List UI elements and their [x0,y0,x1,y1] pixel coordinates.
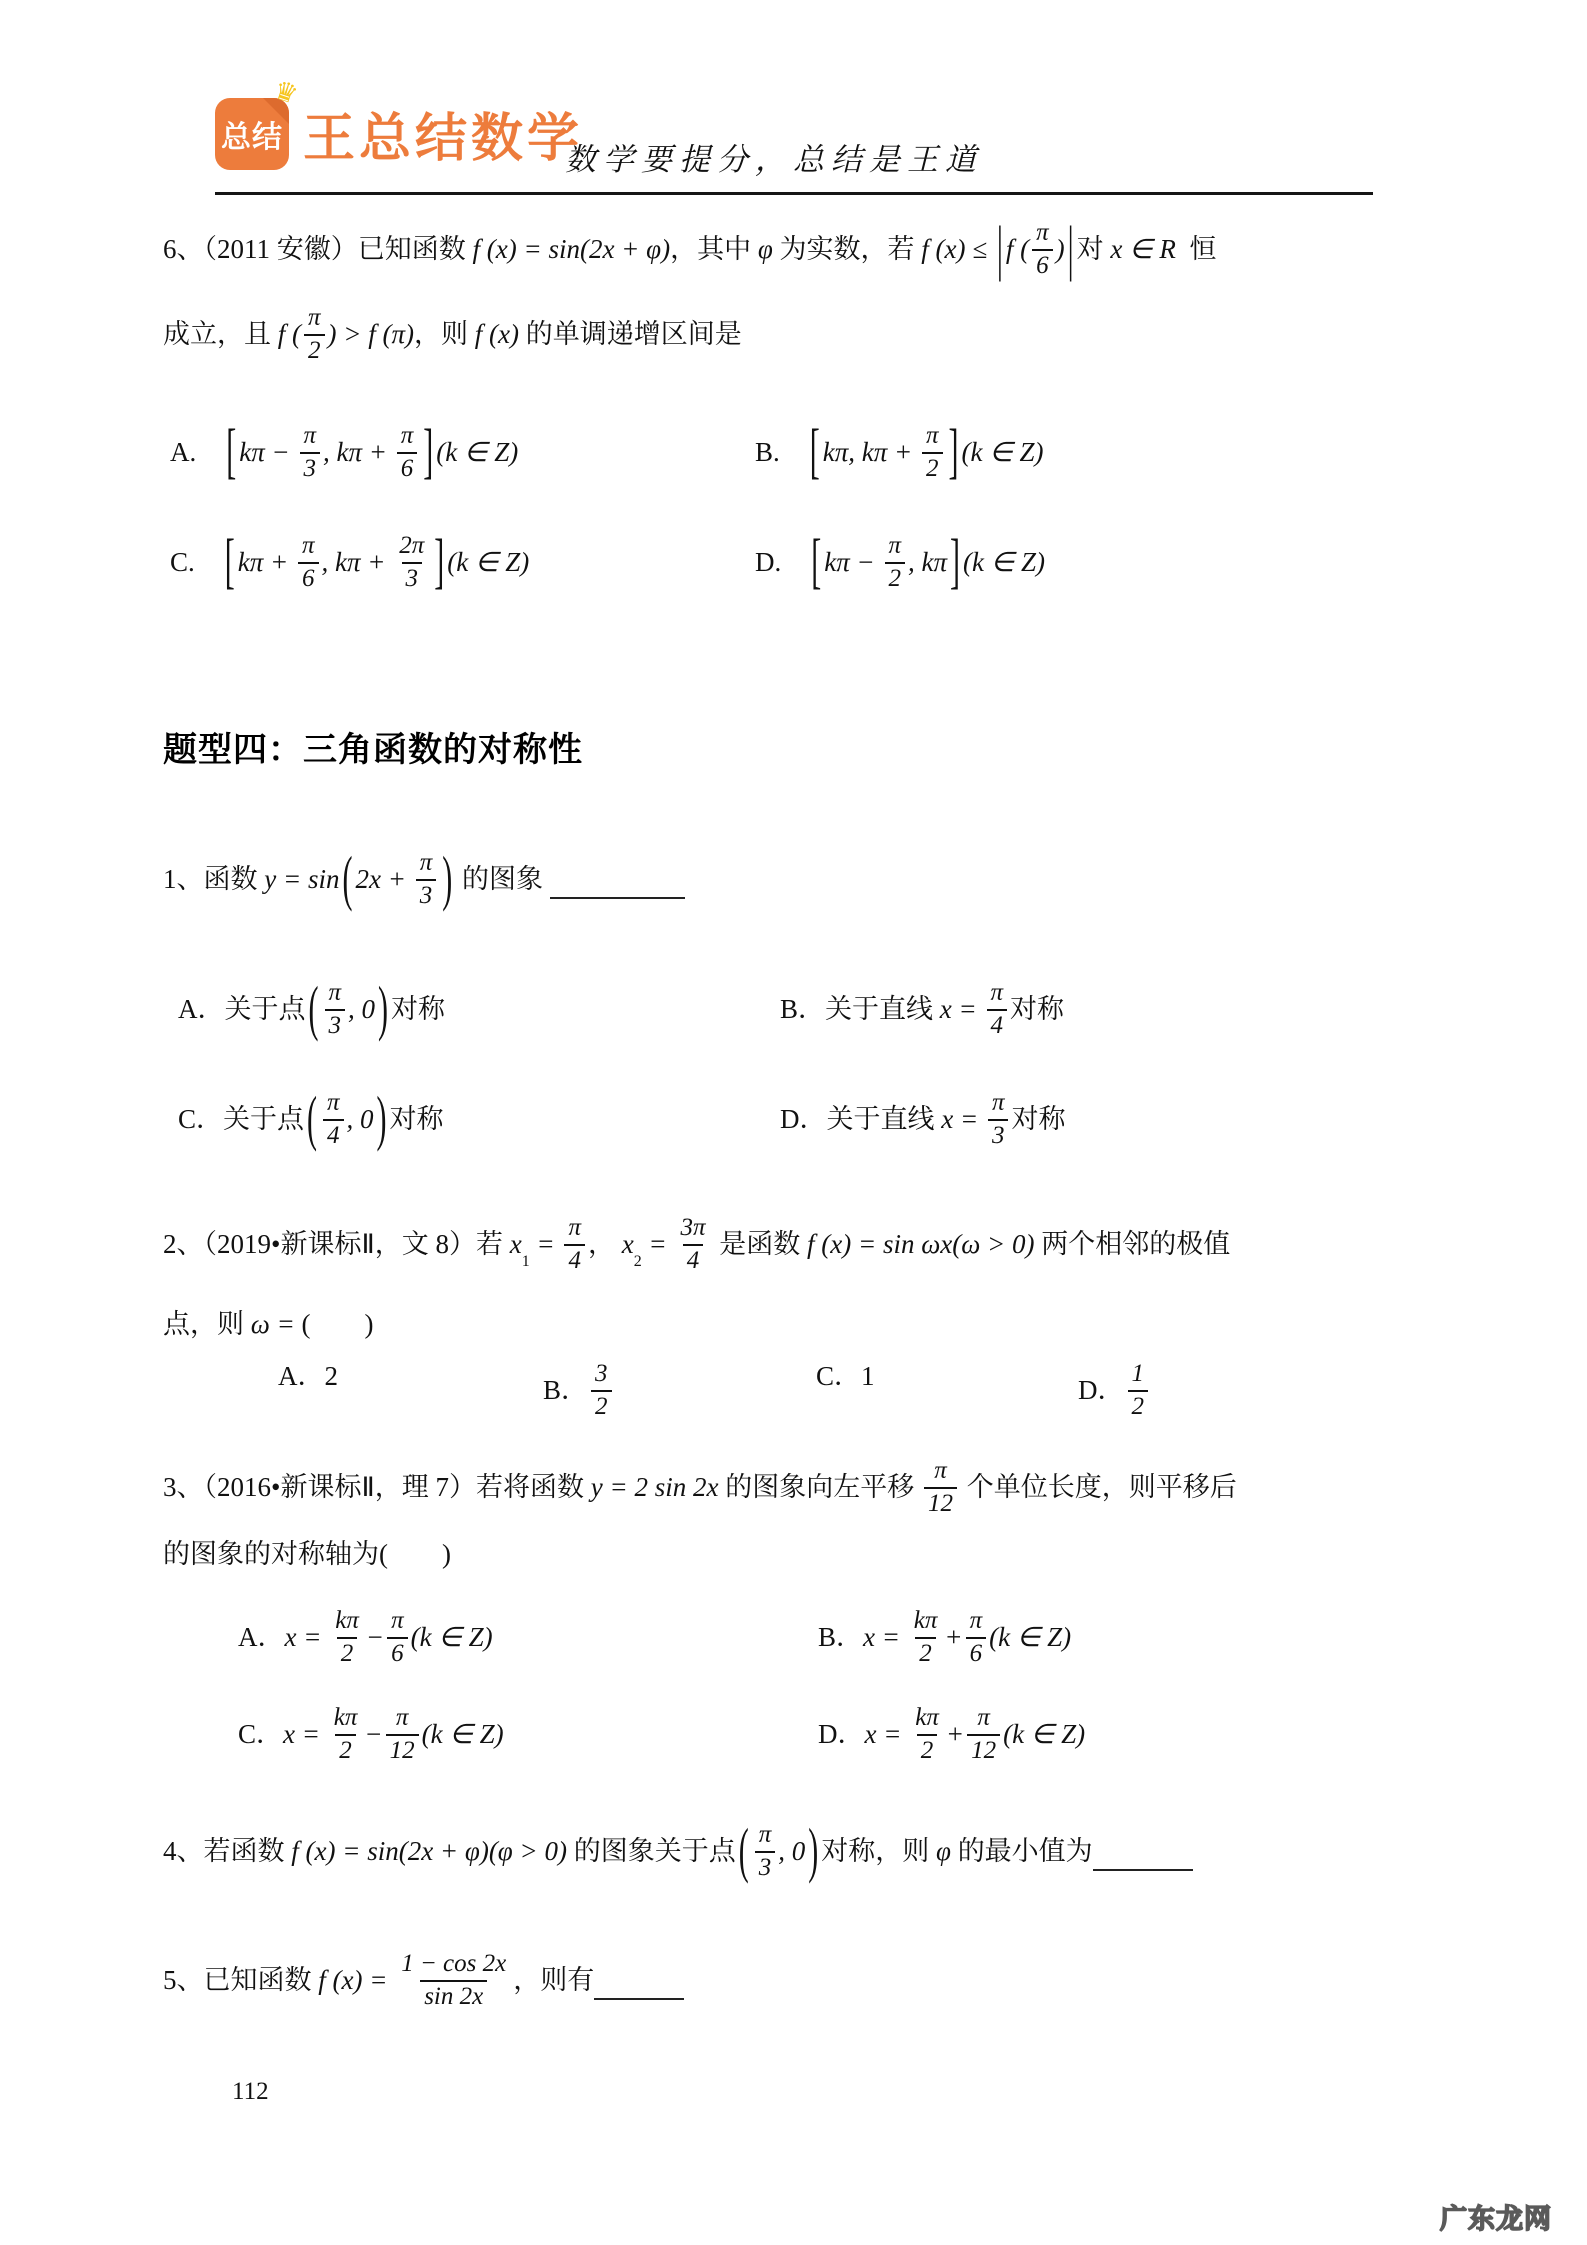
fraction-denominator: 2 [1128,1390,1149,1422]
section-heading: 题型四：三角函数的对称性 [163,731,583,769]
fraction-denominator: 2 [917,1734,938,1766]
fraction-denominator: 4 [987,1009,1008,1041]
math-run: (k ∈ Z) [436,436,519,467]
text-run: 点，则 [163,1309,251,1339]
math-fraction [397,1950,510,2012]
text-run: 的单调递增区间是 [518,318,742,349]
answer-blank [594,1970,684,2000]
math-delimiter: ] [948,417,959,486]
math-delimiter: ( [307,1084,318,1153]
math-fraction [1032,219,1053,281]
fraction-numerator: π [302,532,315,559]
fraction-denominator: 2 [335,1734,356,1766]
text-run: 关于直线 [826,1103,942,1134]
fraction-denominator: 3 [755,1851,776,1883]
roman-run: B． [818,1621,864,1652]
math-run: f (x) = sin(2x + φ) [472,233,671,264]
text-run: 关于点 [224,993,306,1024]
math-fraction [395,532,428,594]
fraction-denominator: 2 [915,1637,936,1669]
math-run: f (x) = sin ωx(ω > 0) [807,1228,1035,1259]
math-run: (k ∈ Z) [1003,1718,1086,1749]
math-fraction [386,1704,419,1766]
text-run: 的最小值为 [950,1835,1093,1866]
math-run: x = [939,993,984,1024]
fraction-numerator: 3 [595,1360,608,1387]
math-run: f (x) [474,318,519,349]
question-2-line-1 [163,1214,1230,1276]
fraction-denominator: 6 [298,562,319,594]
text-run: 为实数，若 [772,233,922,264]
question-3-option-a [238,1607,493,1669]
fraction-numerator: kπ [915,1704,939,1731]
math-fraction [304,304,325,366]
question-3-option-d [818,1704,1085,1766]
fraction-numerator: π [308,304,321,331]
math-fraction [323,1089,344,1151]
math-run: 2x + [355,863,413,894]
math-run: , 0 [778,1835,806,1866]
text-run: 个单位长度，则平移后 [959,1471,1237,1502]
math-run: y = 2 sin 2x [590,1471,719,1502]
text-run: 的图象 [455,863,550,894]
math-delimiter: ) [378,974,389,1043]
math-fraction [986,979,1007,1041]
math-delimiter: ( [342,844,353,913]
question-1-line-1 [163,844,685,913]
math-fraction [966,1607,987,1669]
question-1-option-d [780,1089,1066,1151]
fraction-denominator: 3 [988,1119,1009,1151]
fraction-numerator: π [926,422,939,449]
roman-run: A． [178,993,225,1024]
math-run: y = sin [264,863,340,894]
question-3-option-b [818,1607,1071,1669]
math-fraction [397,422,418,484]
math-fraction [298,532,319,594]
math-delimiter: ] [950,527,961,596]
text-run: 对称 [389,1103,444,1134]
question-3-line-2 [163,1538,451,1572]
math-run: − [365,1621,385,1652]
brand-logo [215,74,584,171]
roman-run: A. [170,436,224,467]
text-run: 关于直线 [825,993,940,1024]
math-delimiter: [ [811,527,822,596]
fraction-numerator: π [327,1089,340,1116]
math-run: φ [757,233,773,264]
math-delimiter: | [996,214,1003,283]
header-divider [215,192,1373,195]
fraction-numerator: π [977,1704,990,1731]
question-2-line-2 [163,1308,374,1342]
fraction-denominator: 4 [323,1119,344,1151]
fraction-denominator: 4 [683,1244,704,1276]
fraction-denominator: 6 [966,1637,987,1669]
math-fraction [325,979,346,1041]
math-run: , 0 [346,1103,374,1134]
fraction-denominator: 4 [564,1244,585,1276]
brand-name: 王总结数学 [303,110,584,168]
math-fraction [591,1360,612,1422]
fraction-numerator: π [990,979,1004,1006]
fraction-numerator: π [934,1457,947,1484]
question-6-option-d [755,527,1046,596]
roman-run: C． [238,1718,284,1749]
question-6-option-a [170,417,519,486]
roman-run: C. [170,546,222,577]
math-run: , kπ + [321,546,393,577]
math-run: f (x) ≤ [921,233,994,264]
math-run: x = [941,1103,985,1134]
fraction-denominator: 12 [386,1734,419,1766]
math-delimiter: ( [738,1816,749,1885]
fraction-numerator: 2π [399,532,425,559]
math-run: kπ + [237,546,295,577]
fraction-numerator: π [419,849,433,876]
text-run: ，其中 [670,233,758,264]
text-run: 的图象的对称轴为( ) [163,1539,451,1569]
roman-run: A．2 [278,1361,338,1391]
page-number: 112 [232,2078,269,2105]
math-run: (k ∈ Z) [961,436,1044,467]
math-run: + [944,1621,963,1652]
roman-run: D. [755,546,809,577]
question-6-option-b [755,417,1044,486]
math-fraction [755,1821,776,1883]
math-run: (k ∈ Z) [989,1621,1072,1652]
math-run: x = [284,1621,329,1652]
math-run: ω = [250,1309,302,1339]
fraction-denominator: 2 [591,1390,612,1422]
fraction-numerator: π [568,1214,581,1241]
math-run: f ( [1005,233,1030,264]
text-run: 对称 [1010,993,1065,1024]
question-1-option-c [178,1084,444,1153]
math-run: , kπ [908,546,948,577]
fraction-numerator: π [969,1607,983,1634]
roman-run: A． [238,1621,285,1652]
fraction-numerator: π [395,1704,409,1731]
brand-badge-text: 总结 [221,120,283,154]
math-fraction [988,1089,1009,1151]
math-subscript: 2 [633,1252,642,1270]
fraction-denominator: 2 [337,1637,358,1669]
math-fraction [1128,1360,1149,1422]
fraction-numerator: 3π [680,1214,706,1241]
math-fraction [924,1457,957,1519]
fraction-denominator: 6 [387,1637,408,1669]
question-4-line-1 [163,1816,1193,1885]
answer-blank [550,869,685,899]
roman-run: D． [780,1103,827,1134]
math-run: (k ∈ Z) [410,1621,493,1652]
fraction-numerator: π [391,1607,404,1634]
text-run: ，则 [414,318,475,349]
math-run: x = [864,1718,909,1749]
fraction-denominator: 3 [300,452,321,484]
math-run: x = [283,1718,327,1749]
fraction-denominator: 12 [967,1734,1000,1766]
fraction-denominator: 2 [922,452,943,484]
question-2-option-a [278,1360,338,1394]
math-run: x = [863,1621,907,1652]
question-1-option-b [780,979,1064,1041]
answer-blank [1093,1841,1193,1871]
math-run: x ∈ R [1110,233,1176,264]
math-fraction [922,422,943,484]
math-fraction [911,1704,943,1766]
text-run: 两个相邻的极值 [1034,1228,1231,1259]
text-run: 6、（2011 安徽）已知函数 [163,233,473,264]
math-fraction [299,422,320,484]
question-2-option-d [1078,1360,1151,1422]
fraction-denominator: 6 [397,452,418,484]
math-subscript: 1 [521,1252,530,1270]
question-1-option-a [178,974,446,1043]
math-delimiter: [ [809,417,820,486]
math-run: kπ − [824,546,882,577]
math-delimiter: | [1067,214,1074,283]
math-delimiter: [ [226,417,237,486]
math-run: ) [1055,233,1065,264]
fraction-numerator: kπ [335,1607,359,1634]
math-delimiter: ) [808,1816,819,1885]
math-fraction [884,532,905,594]
math-fraction [910,1607,942,1669]
fraction-numerator: π [400,422,414,449]
roman-run: B． [543,1374,589,1405]
fraction-numerator: π [888,532,902,559]
math-run: f ( [277,318,301,349]
roman-run: C． [178,1103,224,1134]
text-run: 对称 [391,993,446,1024]
question-3-line-1 [163,1457,1237,1519]
text-run: 对 [1076,233,1111,264]
text-run: ， [588,1228,622,1259]
text-run: 的图象向左平移 [718,1471,921,1502]
fraction-denominator: 2 [885,562,906,594]
text-run: 3、（2016•新课标Ⅱ，理 7）若将函数 [163,1471,591,1502]
question-6-line-2 [163,304,742,366]
math-run: ) > f (π) [327,318,415,349]
fraction-numerator: π [328,979,342,1006]
question-6-line-1 [163,214,1217,283]
text-run: ，则有 [513,1964,595,1995]
math-run: x [621,1228,634,1259]
text-run: 关于点 [223,1103,305,1134]
math-run: (k ∈ Z) [447,546,530,577]
math-fraction [387,1607,408,1669]
math-fraction [416,849,437,911]
math-run: f (x) = sin(2x + φ)(φ > 0) [291,1835,567,1866]
math-delimiter: [ [224,527,235,596]
question-2-option-c [816,1360,875,1394]
brand-badge [215,74,302,170]
fraction-numerator: π [303,422,317,449]
math-fraction [564,1214,585,1276]
text-run: 是函数 [712,1228,807,1259]
text-run: 2、（2019•新课标Ⅱ，文 8）若 [163,1228,510,1259]
math-run: kπ − [239,436,297,467]
fraction-denominator: 3 [402,562,423,594]
text-run: 对称，则 [821,1835,936,1866]
math-delimiter: ) [376,1084,387,1153]
math-fraction [676,1214,709,1276]
roman-run: D． [818,1718,865,1749]
math-run: (k ∈ Z) [421,1718,504,1749]
fraction-denominator: sin 2x [420,1980,487,2012]
header-tagline: 数学要提分，总结是王道 [565,142,983,178]
math-fraction [967,1704,1000,1766]
fraction-denominator: 3 [416,879,437,911]
text-run: 5、已知函数 [163,1964,319,1995]
question-3-option-c [238,1704,504,1766]
crown-icon: ♛ [269,74,302,111]
fraction-numerator: kπ [913,1607,938,1634]
watermark: 广东龙网 [1440,2204,1552,2234]
roman-run: D． [1078,1374,1125,1405]
fraction-numerator: π [991,1089,1005,1116]
fraction-denominator: 2 [304,334,325,366]
question-5-line-1 [163,1950,684,2012]
fraction-numerator: kπ [333,1704,358,1731]
text-run: 1、函数 [163,863,265,894]
fraction-denominator: 3 [325,1009,346,1041]
math-delimiter: ] [423,417,434,486]
roman-run: C．1 [816,1361,875,1391]
math-run: kπ, kπ + [822,436,920,467]
math-run: , kπ + [323,436,394,467]
math-run: = [641,1228,674,1259]
fraction-numerator: π [758,1821,772,1848]
math-run: = [529,1228,562,1259]
math-run: + [945,1718,965,1749]
roman-run: ( ) [301,1309,374,1339]
math-run: φ [936,1835,951,1866]
fraction-denominator: 12 [924,1487,957,1519]
math-delimiter: ) [442,844,453,913]
text-run: 恒 [1175,233,1217,264]
fraction-numerator: 1 − cos 2x [401,1950,507,1977]
math-run: f (x) = [318,1964,395,1995]
question-6-option-c [170,527,530,596]
text-run: 4、若函数 [163,1835,292,1866]
question-2-option-b [543,1360,615,1422]
roman-run: B． [780,993,826,1024]
math-delimiter: ( [308,974,319,1043]
roman-run: B. [755,436,807,467]
fraction-numerator: 1 [1131,1360,1144,1387]
math-run: (k ∈ Z) [963,546,1046,577]
text-run: 对称 [1011,1103,1066,1134]
fraction-numerator: π [1036,219,1049,246]
text-run: 成立，且 [163,318,278,349]
fraction-denominator: 6 [1032,249,1053,281]
math-run: , 0 [348,993,376,1024]
math-run: − [364,1718,383,1749]
math-fraction [330,1704,362,1766]
math-delimiter: ] [434,527,445,596]
math-run: x [509,1228,522,1259]
text-run: 的图象关于点 [566,1835,736,1866]
math-fraction [331,1607,363,1669]
